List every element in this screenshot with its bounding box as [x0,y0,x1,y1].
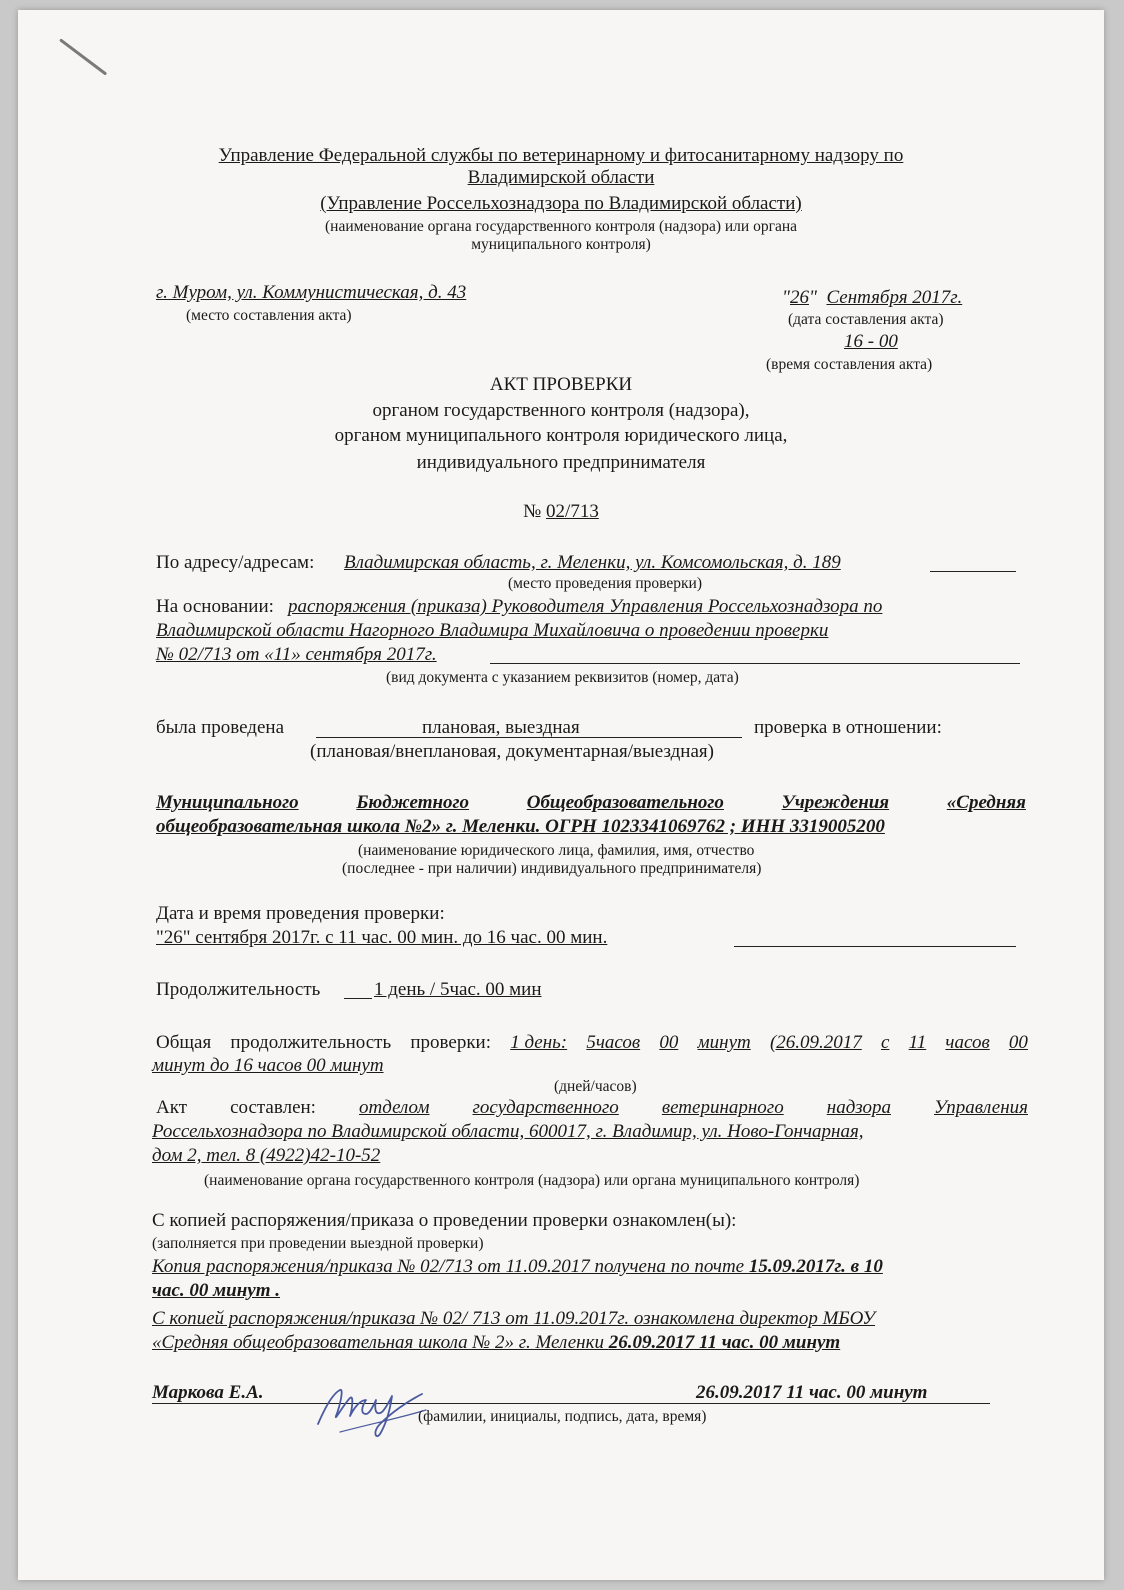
total-duration-word: с [880,1032,890,1053]
time-value: 16 - 00 [844,331,898,352]
entity-caption-line1: (наименование юридического лица, фамилия, имя, отчество [358,842,755,859]
entity-name-line1 [156,792,1026,814]
composed-word: Управления [934,1097,1028,1118]
duration-label: Продолжительность [156,979,321,1000]
acquainted-line2: час. 00 минут . [152,1280,280,1301]
acquainted-note: (заполняется при проведении выездной проверки) [152,1235,484,1252]
document-page [18,10,1104,1580]
total-duration-word: Общая [156,1032,212,1053]
total-duration-caption: (дней/часов) [554,1078,637,1095]
org-name-line3: (Управление Россельхознадзора по Владимирской области) [320,193,802,214]
signature-caption: (фамилии, инициалы, подпись, дата, время) [418,1408,707,1425]
address-fill-line [930,571,1016,572]
org-caption-line2: муниципального контроля) [471,236,651,253]
total-duration-word: минут [697,1032,751,1053]
entity-word: «Средняя [946,792,1026,813]
acquainted-line1: Копия распоряжения/приказа № 02/713 от 11.09.2017 получена по почте 15.09.2017г. в 10 [152,1256,883,1277]
duration-fill-line [344,998,372,999]
composed-line2: Россельхознадзора по Владимирской области, 600017, г. Владимир, ул. Ново-Гончарная, [152,1121,864,1142]
basis-label: На основании: [156,596,274,617]
composed-word: составлен: [230,1097,316,1118]
entity-word: Общеобразовательного [526,792,724,813]
total-duration-word: 5часов [586,1032,641,1053]
act-number: № 02/713 [523,501,599,522]
acquainted-line4: «Средняя общеобразовательная школа № 2» г. Меленки 26.09.2017 11 час. 00 минут [152,1332,841,1353]
total-duration-word: 11 [908,1032,927,1053]
total-duration-word: часов [945,1032,990,1053]
composed-line3: дом 2, тел. 8 (4922)42-10-52 [152,1145,381,1166]
org-name-line1: Управление Федеральной службы по ветеринарному и фитосанитарному надзору по [218,145,904,166]
datetime-label: Дата и время проведения проверки: [156,903,445,924]
basis-value-line1: распоряжения (приказа) Руководителя Управления Россельхознадзора по [288,596,883,617]
total-duration-word: 1 день: [510,1032,568,1053]
composed-caption: (наименование органа государственного контроля (надзора) или органа муниципального контроля) [204,1172,860,1189]
inspection-caption: (плановая/внеплановая, документарная/выездная) [310,741,714,762]
composed-word: отделом [359,1097,430,1118]
duration-value: 1 день / 5час. 00 мин [374,979,542,1000]
inspection-label: была проведена [156,717,285,738]
basis-value-line3: № 02/713 от «11» сентября 2017г. [156,644,437,665]
org-caption-line1: (наименование органа государственного контроля (надзора) или органа [324,218,798,235]
acquainted-line3: С копией распоряжения/приказа № 02/ 713 от 11.09.2017г. ознакомлена директор МБОУ [152,1308,876,1329]
composed-word: надзора [826,1097,891,1118]
total-duration-word: (26.09.2017 [769,1032,862,1053]
handwritten-signature [310,1380,430,1440]
inspection-value: плановая, выездная [422,717,580,738]
composed-word: государственного [472,1097,619,1118]
org-name-line2: Владимирской области [467,167,655,188]
total-duration-word: продолжительность [230,1032,392,1053]
total-duration-word: проверки: [410,1032,491,1053]
composed-line1 [156,1097,1028,1119]
basis-fill-line [490,663,1020,664]
acquainted-label: С копией распоряжения/приказа о проведении проверки ознакомлен(ы): [152,1210,737,1231]
place-value: г. Муром, ул. Коммунистическая, д. 43 [156,282,467,303]
date-value: "26" Сентября 2017г. [782,287,963,308]
total-duration-word: 00 [659,1032,679,1053]
entity-name-line2: общеобразовательная школа №2» г. Меленки. ОГРН 1023341069762 ; ИНН 3319005200 [156,816,885,837]
date-caption: (дата составления акта) [788,311,944,328]
address-caption: (место проведения проверки) [508,575,703,592]
act-title: АКТ ПРОВЕРКИ [489,374,633,395]
signature-datetime: 26.09.2017 11 час. 00 минут [696,1382,928,1403]
total-duration-line1 [156,1032,1028,1054]
total-duration-line2: минут до 16 часов 00 минут [152,1055,384,1076]
entity-caption-line2: (последнее - при наличии) индивидуального предпринимателя) [342,860,762,877]
place-caption: (место составления акта) [186,307,352,324]
address-label: По адресу/адресам: [156,552,315,573]
act-subtitle-line3: индивидуального предпринимателя [416,452,706,473]
act-subtitle-line2: органом муниципального контроля юридического лица, [334,425,788,446]
total-duration-word: 00 [1008,1032,1028,1053]
entity-word: Муниципального [156,792,299,813]
datetime-value: "26" сентября 2017г. с 11 час. 00 мин. до 16 час. 00 мин. [156,927,608,948]
inspection-suffix: проверка в отношении: [754,717,942,738]
basis-caption: (вид документа с указанием реквизитов (номер, дата) [386,669,739,686]
basis-value-line2: Владимирской области Нагорного Владимира Михайловича о проведении проверки [156,620,829,641]
entity-word: Бюджетного [356,792,470,813]
address-value: Владимирская область, г. Меленки, ул. Комсомольская, д. 189 [344,552,841,573]
composed-word: ветеринарного [661,1097,784,1118]
act-subtitle-line1: органом государственного контроля (надзора), [372,400,750,421]
datetime-fill-line [734,946,1016,947]
signer-name: Маркова Е.А. [152,1382,264,1403]
staple-mark [59,38,107,75]
time-caption: (время составления акта) [766,356,933,373]
composed-word: Акт [156,1097,188,1118]
entity-word: Учреждения [781,792,890,813]
